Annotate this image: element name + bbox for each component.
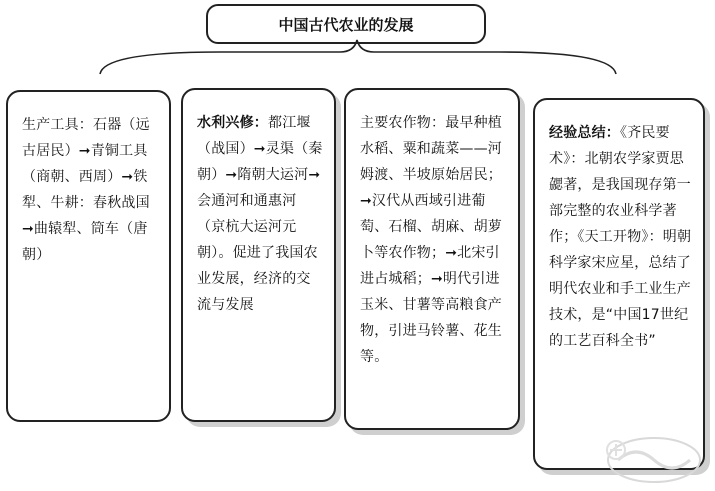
card-heading: 经验总结： (549, 125, 620, 141)
card-body: 主要农作物：最早种植水稻、粟和蔬菜——河姆渡、半坡原始居民；➞汉代从西域引进葡萄、石榴、胡麻、胡萝卜等农作物；➞北宋引进占城稻；➞明代引进玉米、甘薯等高粮食产物，引进马铃薯、花生等。 (360, 115, 502, 365)
card-body: 都江堰（战国）➞灵渠（秦朝）➞隋朝大运河➞会通河和通惠河（京杭大运河元朝）。促进了我国农业发展，经济的交流与发展 (197, 115, 323, 313)
card-main-crops (344, 88, 520, 430)
card-heading: 水利兴修： (197, 115, 268, 131)
watermark-seal-icon (596, 430, 706, 488)
card-body: 生产工具：石器（远古居民）➞青铜工具（商朝、西周）➞铁犁、牛耕：春秋战国➞曲辕犁、筒车（唐朝） (22, 117, 150, 263)
card-production-tools (6, 90, 171, 422)
connector-brace (0, 0, 715, 100)
diagram-title-text: 中国古代农业的发展 (278, 15, 414, 34)
card-body: 《齐民要术》：北朝农学家贾思勰著，是我国现存第一部完整的农业科学著作；《天工开物》：明朝科学家宋应星，总结了明代农业和手工业生产技术，是“中国17世纪的工艺百科全书” (549, 125, 692, 349)
card-water-conservancy (181, 88, 336, 422)
card-experience-summary (533, 98, 705, 470)
